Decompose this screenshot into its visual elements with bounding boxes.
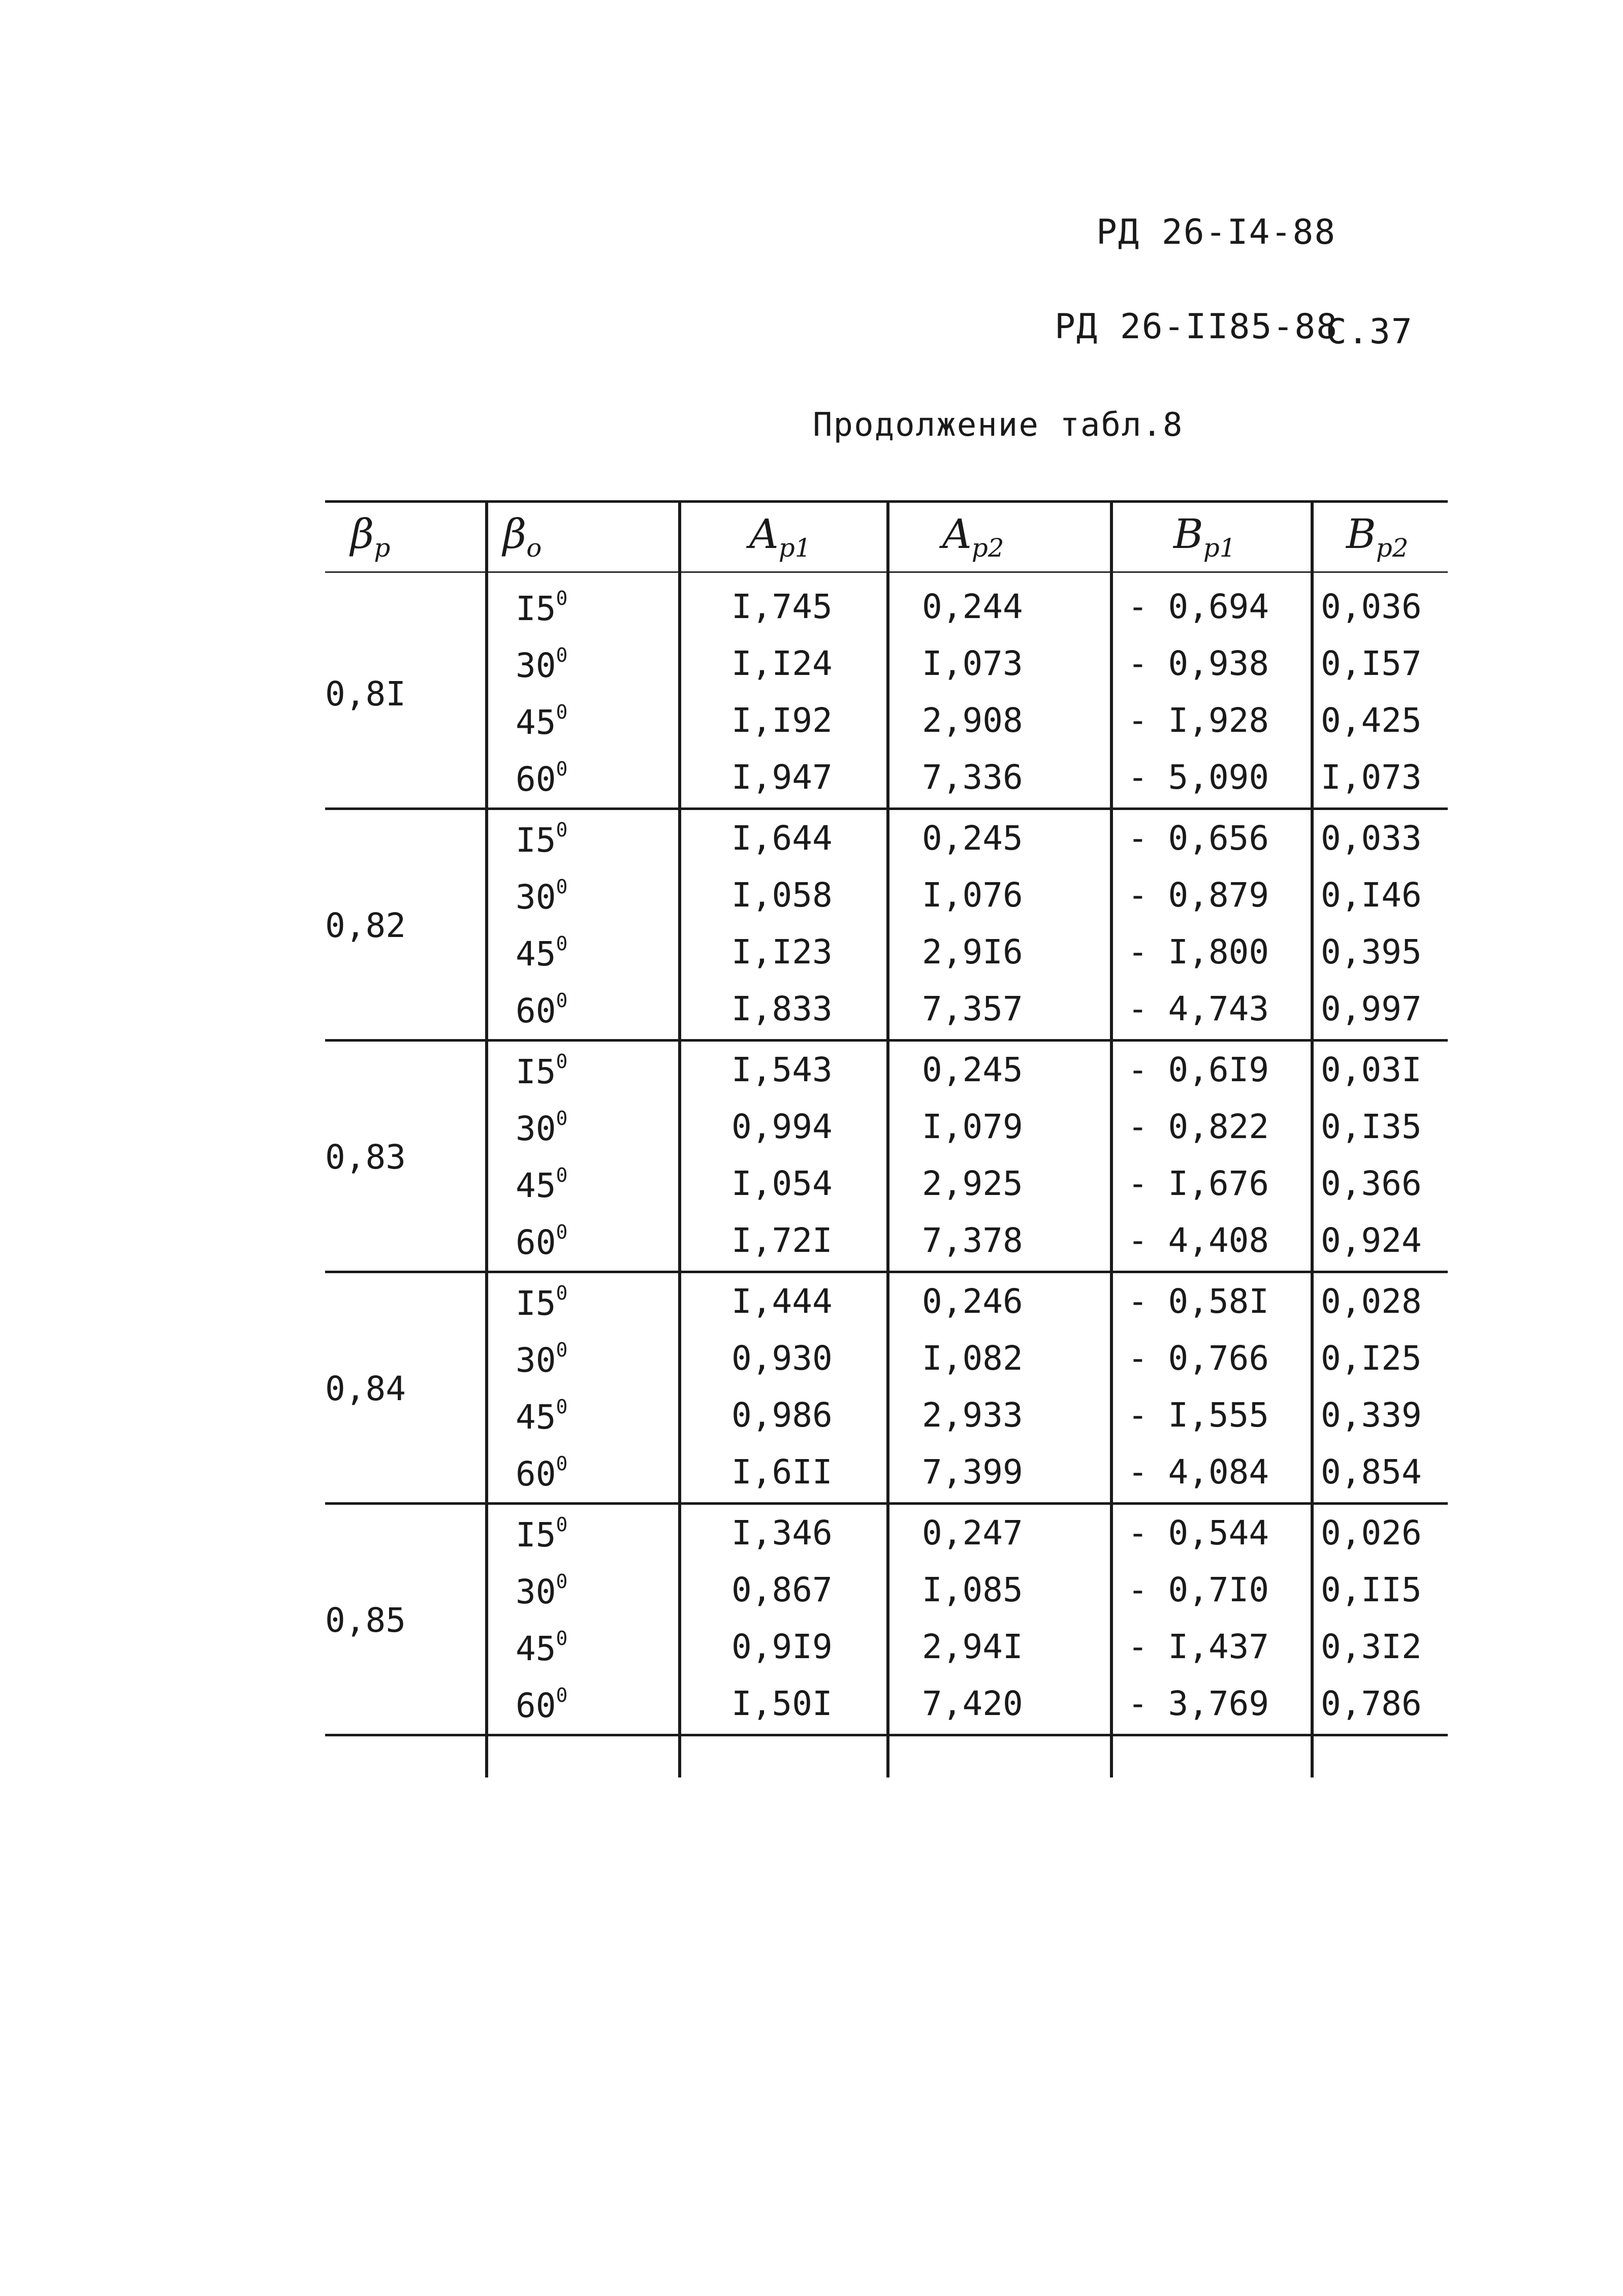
cell-bp1: - I,555 <box>1128 1396 1269 1435</box>
degree-mark: 0 <box>556 758 568 780</box>
cell-ap2: 2,94I <box>922 1627 1023 1666</box>
cell-bp1: - 0,544 <box>1128 1513 1269 1553</box>
beta0-cell <box>516 1164 567 1205</box>
column-header-subscript: р2 <box>971 533 1004 563</box>
column-header-symbol: B <box>1173 510 1203 558</box>
cell-ap2: 2,933 <box>922 1396 1023 1435</box>
beta0-value: 45 <box>516 1629 556 1668</box>
cell-ap2: 7,378 <box>922 1221 1023 1260</box>
column-divider <box>678 500 681 1777</box>
cell-ap1: I,72I <box>731 1221 833 1260</box>
column-header <box>942 510 1004 563</box>
cell-bp1: - I,437 <box>1128 1627 1269 1666</box>
beta0-cell <box>516 989 567 1030</box>
beta0-cell <box>516 701 567 742</box>
degree-mark: 0 <box>556 587 568 609</box>
beta-p-group-label: 0,8I <box>325 674 406 714</box>
degree-mark: 0 <box>556 1339 568 1361</box>
beta0-cell <box>516 1107 567 1148</box>
cell-ap1: I,I24 <box>731 644 833 683</box>
cell-ap2: 2,925 <box>922 1164 1023 1203</box>
cell-ap1: I,745 <box>731 587 833 626</box>
cell-bp1: - I,928 <box>1128 701 1269 740</box>
beta0-cell <box>516 1452 567 1494</box>
cell-ap2: 0,245 <box>922 1050 1023 1089</box>
cell-bp2: 0,026 <box>1321 1513 1422 1553</box>
column-header <box>351 510 390 563</box>
table-caption: Продолжение табл.8 <box>813 406 1184 444</box>
column-header <box>503 510 542 563</box>
beta0-cell <box>516 1050 567 1091</box>
cell-bp1: - 4,084 <box>1128 1452 1269 1492</box>
beta0-cell <box>516 644 567 685</box>
cell-bp2: 0,I35 <box>1321 1107 1422 1146</box>
cell-ap1: 0,930 <box>731 1339 833 1378</box>
beta0-cell <box>516 1513 567 1555</box>
beta0-cell <box>516 1221 567 1262</box>
beta0-value: I5 <box>516 589 556 628</box>
beta0-value: I5 <box>516 821 556 860</box>
beta0-cell <box>516 1339 567 1380</box>
degree-mark: 0 <box>556 989 568 1012</box>
cell-ap1: I,833 <box>731 989 833 1028</box>
cell-bp2: I,073 <box>1321 758 1422 797</box>
cell-bp2: 0,366 <box>1321 1164 1422 1203</box>
cell-ap1: I,444 <box>731 1282 833 1321</box>
cell-ap1: I,054 <box>731 1164 833 1203</box>
column-header <box>1346 510 1409 563</box>
beta0-value: 60 <box>516 1223 556 1262</box>
cell-bp2: 0,3I2 <box>1321 1627 1422 1666</box>
cell-bp2: 0,II5 <box>1321 1570 1422 1609</box>
beta0-cell <box>516 1570 567 1611</box>
column-header-subscript: р <box>374 533 391 563</box>
column-divider <box>1311 500 1314 1777</box>
cell-bp2: 0,854 <box>1321 1452 1422 1492</box>
beta0-value: 45 <box>516 1398 556 1437</box>
degree-mark: 0 <box>556 701 568 723</box>
degree-mark: 0 <box>556 1221 568 1243</box>
degree-mark: 0 <box>556 1627 568 1650</box>
cell-ap1: I,6II <box>731 1452 833 1492</box>
cell-ap2: 7,336 <box>922 758 1023 797</box>
column-header <box>749 510 811 563</box>
cell-ap2: I,082 <box>922 1339 1023 1378</box>
cell-bp2: 0,I46 <box>1321 876 1422 915</box>
cell-ap2: 0,244 <box>922 587 1023 626</box>
column-header-subscript: р2 <box>1376 533 1409 563</box>
cell-bp1: - 0,766 <box>1128 1339 1269 1378</box>
cell-bp1: - 4,743 <box>1128 989 1269 1028</box>
cell-ap2: 0,247 <box>922 1513 1023 1553</box>
beta0-value: 30 <box>516 1572 556 1611</box>
beta0-value: 45 <box>516 934 556 974</box>
cell-bp2: 0,03I <box>1321 1050 1422 1089</box>
cell-ap2: I,079 <box>922 1107 1023 1146</box>
degree-mark: 0 <box>556 1684 568 1706</box>
degree-mark: 0 <box>556 644 568 666</box>
degree-mark: 0 <box>556 1164 568 1186</box>
beta0-cell <box>516 876 567 917</box>
column-header-subscript: р1 <box>778 533 811 563</box>
beta0-value: 60 <box>516 1454 556 1494</box>
beta0-cell <box>516 1396 567 1437</box>
degree-mark: 0 <box>556 876 568 898</box>
cell-bp1: - 0,879 <box>1128 876 1269 915</box>
cell-bp1: - I,800 <box>1128 932 1269 972</box>
cell-bp2: 0,I25 <box>1321 1339 1422 1378</box>
cell-ap1: 0,867 <box>731 1570 833 1609</box>
beta0-value: 60 <box>516 991 556 1030</box>
beta0-value: 60 <box>516 760 556 799</box>
cell-bp2: 0,I57 <box>1321 644 1422 683</box>
degree-mark: 0 <box>556 1396 568 1418</box>
cell-ap2: I,076 <box>922 876 1023 915</box>
beta0-cell <box>516 819 567 860</box>
cell-bp1: - 0,822 <box>1128 1107 1269 1146</box>
column-header-symbol: A <box>942 510 972 558</box>
degree-mark: 0 <box>556 819 568 841</box>
cell-bp1: - 0,938 <box>1128 644 1269 683</box>
cell-bp1: - 0,58I <box>1128 1282 1269 1321</box>
beta-p-group-label: 0,83 <box>325 1138 406 1177</box>
cell-ap2: 7,357 <box>922 989 1023 1028</box>
column-divider <box>1110 500 1113 1777</box>
cell-bp1: - 0,6I9 <box>1128 1050 1269 1089</box>
cell-bp1: - 4,408 <box>1128 1221 1269 1260</box>
cell-ap1: I,50I <box>731 1684 833 1723</box>
cell-ap2: I,073 <box>922 644 1023 683</box>
cell-ap1: 0,994 <box>731 1107 833 1146</box>
beta0-value: 60 <box>516 1686 556 1725</box>
beta0-value: I5 <box>516 1515 556 1555</box>
cell-ap2: 0,245 <box>922 819 1023 858</box>
degree-mark: 0 <box>556 1107 568 1129</box>
cell-bp2: 0,924 <box>1321 1221 1422 1260</box>
beta-p-group-label: 0,85 <box>325 1601 406 1640</box>
beta0-cell <box>516 1282 567 1323</box>
cell-ap2: 7,420 <box>922 1684 1023 1723</box>
cell-ap2: 2,9I6 <box>922 932 1023 972</box>
degree-mark: 0 <box>556 1282 568 1304</box>
cell-ap2: 2,908 <box>922 701 1023 740</box>
beta0-cell <box>516 932 567 974</box>
cell-bp1: - I,676 <box>1128 1164 1269 1203</box>
cell-bp2: 0,997 <box>1321 989 1422 1028</box>
degree-mark: 0 <box>556 1452 568 1475</box>
beta0-value: 30 <box>516 878 556 917</box>
cell-bp2: 0,395 <box>1321 932 1422 972</box>
cell-ap1: I,058 <box>731 876 833 915</box>
cell-bp2: 0,786 <box>1321 1684 1422 1723</box>
cell-ap1: I,947 <box>731 758 833 797</box>
cell-ap1: I,644 <box>731 819 833 858</box>
beta0-value: 30 <box>516 1341 556 1380</box>
cell-bp2: 0,036 <box>1321 587 1422 626</box>
document-number-secondary: РД 26-II85-88 <box>1055 307 1339 347</box>
cell-ap1: I,I92 <box>731 701 833 740</box>
cell-ap1: 0,9I9 <box>731 1627 833 1666</box>
beta0-cell <box>516 758 567 799</box>
cell-ap2: 0,246 <box>922 1282 1023 1321</box>
cell-ap1: I,346 <box>731 1513 833 1553</box>
column-header-symbol: β <box>351 510 374 558</box>
cell-bp2: 0,033 <box>1321 819 1422 858</box>
degree-mark: 0 <box>556 932 568 955</box>
degree-mark: 0 <box>556 1050 568 1073</box>
cell-bp2: 0,339 <box>1321 1396 1422 1435</box>
cell-bp2: 0,028 <box>1321 1282 1422 1321</box>
cell-bp1: - 0,694 <box>1128 587 1269 626</box>
beta0-value: 45 <box>516 703 556 742</box>
column-header-subscript: р1 <box>1203 533 1236 563</box>
cell-ap1: 0,986 <box>731 1396 833 1435</box>
column-header-symbol: A <box>749 510 779 558</box>
beta0-cell <box>516 1627 567 1668</box>
beta-p-group-label: 0,82 <box>325 906 406 945</box>
cell-bp1: - 0,656 <box>1128 819 1269 858</box>
cell-bp1: - 5,090 <box>1128 758 1269 797</box>
cell-ap2: 7,399 <box>922 1452 1023 1492</box>
cell-bp1: - 3,769 <box>1128 1684 1269 1723</box>
cell-bp1: - 0,7I0 <box>1128 1570 1269 1609</box>
degree-mark: 0 <box>556 1570 568 1593</box>
beta0-value: 30 <box>516 646 556 685</box>
beta0-cell <box>516 587 567 628</box>
cell-bp2: 0,425 <box>1321 701 1422 740</box>
cell-ap1: I,I23 <box>731 932 833 972</box>
column-divider <box>485 500 488 1777</box>
page-number: С.37 <box>1326 312 1413 352</box>
cell-ap1: I,543 <box>731 1050 833 1089</box>
document-number-primary: РД 26-I4-88 <box>1096 212 1336 252</box>
cell-ap2: I,085 <box>922 1570 1023 1609</box>
beta0-value: I5 <box>516 1052 556 1091</box>
degree-mark: 0 <box>556 1513 568 1536</box>
column-header-symbol: β <box>503 510 527 558</box>
beta-p-group-label: 0,84 <box>325 1369 406 1408</box>
column-header-subscript: о <box>526 533 542 563</box>
column-divider <box>886 500 889 1777</box>
column-header-symbol: B <box>1346 510 1376 558</box>
beta0-value: I5 <box>516 1284 556 1323</box>
beta0-value: 45 <box>516 1166 556 1205</box>
column-header <box>1173 510 1236 563</box>
beta0-value: 30 <box>516 1109 556 1148</box>
beta0-cell <box>516 1684 567 1725</box>
